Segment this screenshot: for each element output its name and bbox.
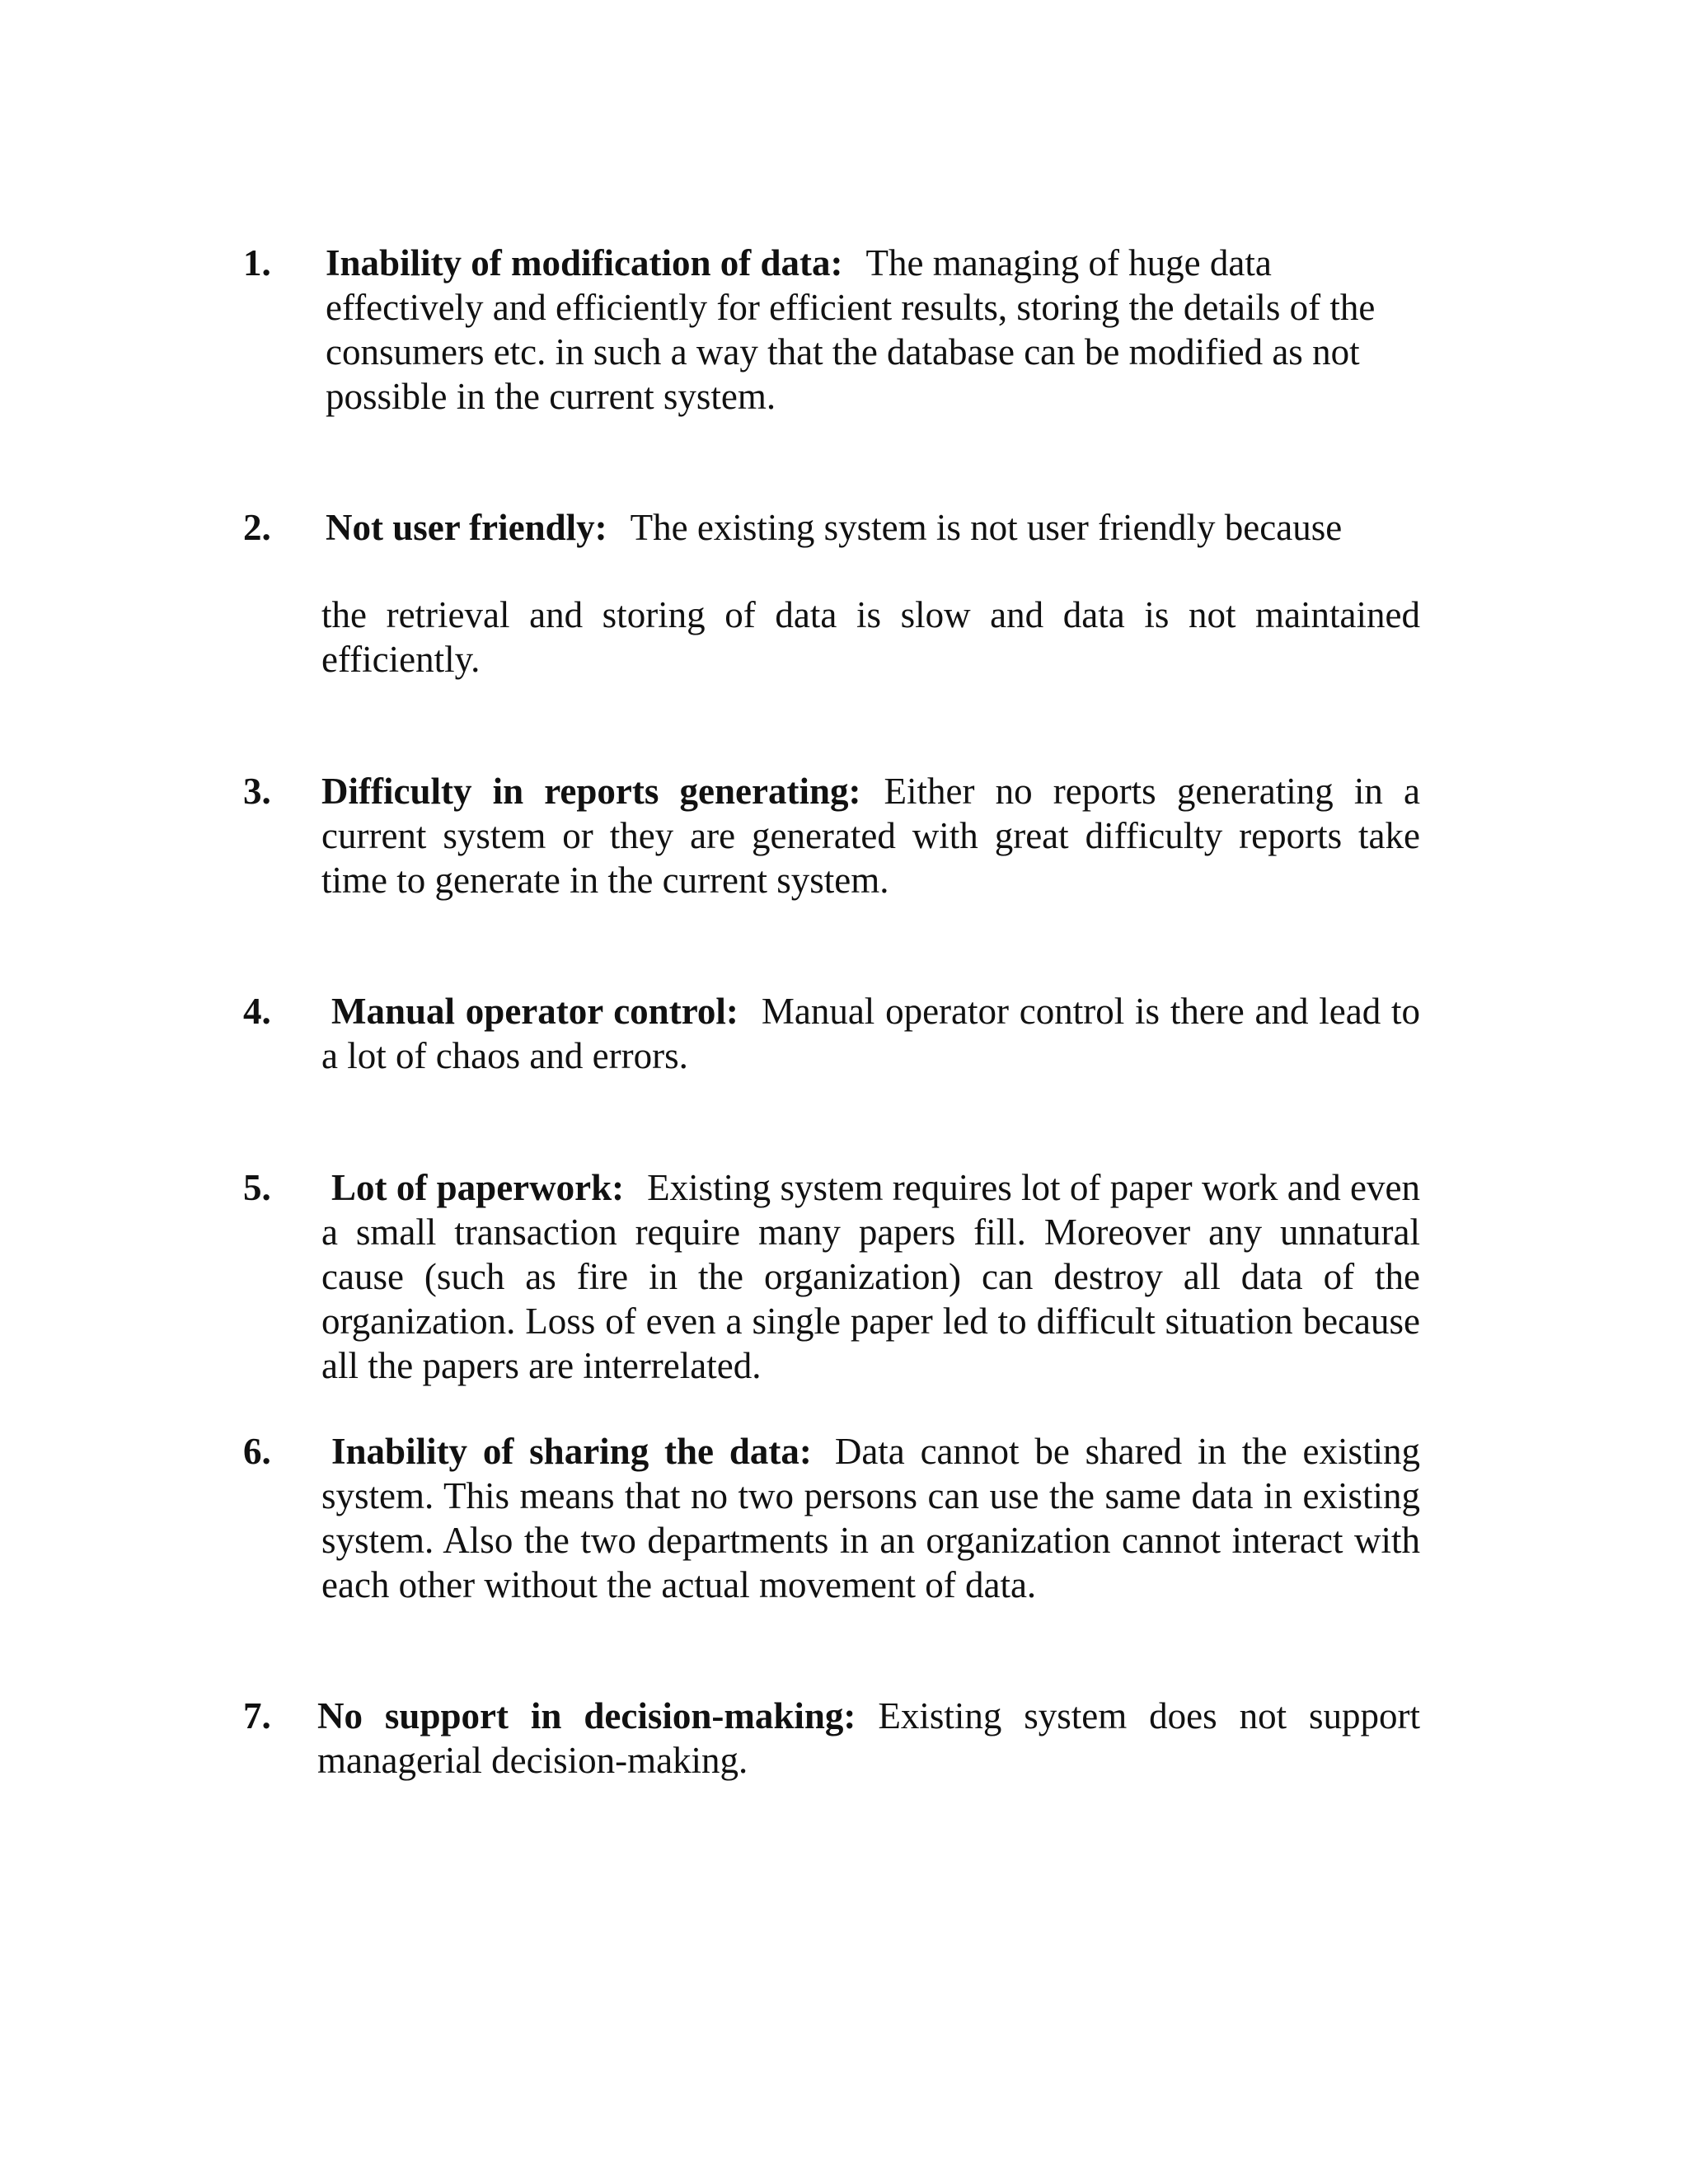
list-item-6 xyxy=(243,1429,1420,1607)
item-number: 7. xyxy=(243,1695,271,1736)
item-number: 3. xyxy=(243,771,271,812)
item-text: The managing of huge data effectively and efficiently for efficient results, storing the details of the consumers etc. in such a way that the database can be modified as not possible in the current system. xyxy=(326,242,1376,417)
item-title: Difficulty in reports generating: xyxy=(321,771,861,812)
item-title: Not user friendly: xyxy=(326,507,607,548)
item-text: Existing system does not support managerial decision-making. xyxy=(317,1695,1421,1781)
item-title: Lot of paperwork: xyxy=(331,1167,625,1208)
list-item-5 xyxy=(243,1165,1420,1388)
list-item-7 xyxy=(243,1694,1420,1783)
item-text-first-line: The existing system is not user friendly because xyxy=(630,507,1343,548)
item-text: Data cannot be shared in the existing system. This means that no two persons can use the same data in existing system. Also the two departments in an organization cannot interact with each other without the actual movement of data. xyxy=(321,1431,1420,1605)
item-title: Inability of modification of data: xyxy=(326,242,843,284)
item-number: 2. xyxy=(243,507,271,548)
item-number: 6. xyxy=(243,1431,271,1472)
item-title: Inability of sharing the data: xyxy=(331,1431,812,1472)
item-number: 1. xyxy=(243,242,271,284)
item-text: Either no reports generating in a current system or they are generated with great difficulty reports take time to generate in the current system. xyxy=(321,771,1420,901)
item-title: No support in decision-making: xyxy=(317,1695,856,1736)
list-item-2 xyxy=(243,505,1420,682)
item-text: Manual operator control is there and lead to a lot of chaos and errors. xyxy=(321,991,1421,1076)
item-text: Existing system requires lot of paper work and even a small transaction require many papers fill. Moreover any unnatural cause (such as fire in the organization) can destroy all data of the organization. Loss of even a single paper led to difficult situation because all the papers are interrelated. xyxy=(321,1167,1421,1386)
list-item-1 xyxy=(243,241,1430,419)
list-item-4 xyxy=(243,989,1420,1078)
item-number: 5. xyxy=(243,1167,271,1208)
item-number: 4. xyxy=(243,991,271,1032)
item-title: Manual operator control: xyxy=(331,991,738,1032)
list-item-3 xyxy=(243,769,1420,902)
item-text: the retrieval and storing of data is slow and data is not maintained efficiently. xyxy=(321,594,1420,680)
